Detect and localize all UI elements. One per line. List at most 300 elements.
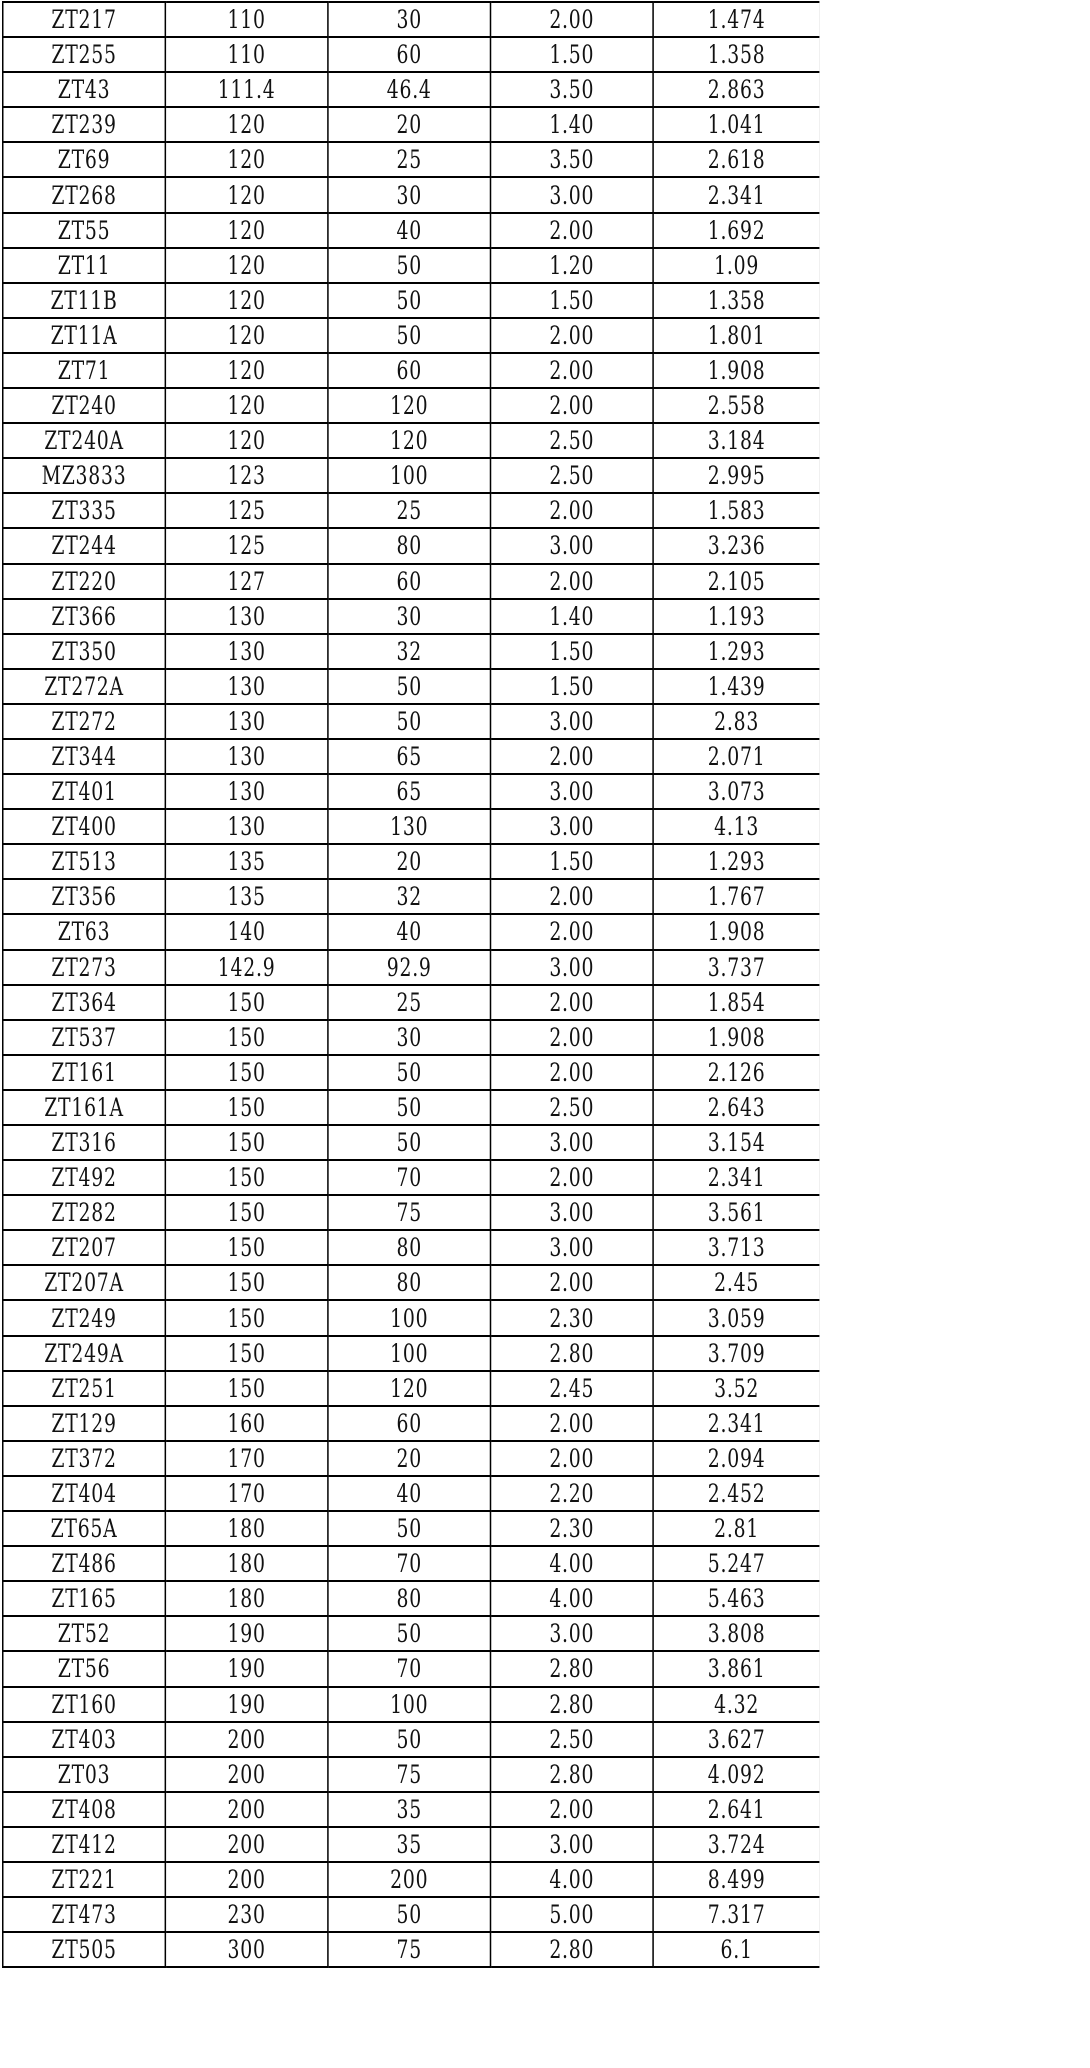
table-cell: ZT403 — [3, 1722, 166, 1757]
table-cell: ZT11A — [3, 318, 166, 353]
table-cell: 150 — [165, 1230, 328, 1265]
table-row — [3, 1862, 820, 1897]
table-cell: 120 — [165, 353, 328, 388]
table-cell: ZT43 — [3, 72, 166, 107]
table-cell: 2.995 — [653, 458, 819, 493]
table-cell: 2.81 — [653, 1511, 819, 1546]
table-cell: ZT272 — [3, 704, 166, 739]
table-cell: 92.9 — [328, 950, 491, 985]
table-row — [3, 528, 820, 563]
table-cell: 3.00 — [491, 704, 654, 739]
table-cell: 35 — [328, 1792, 491, 1827]
table-cell: ZT473 — [3, 1897, 166, 1932]
table-cell: ZT537 — [3, 1020, 166, 1055]
table-cell: 32 — [328, 879, 491, 914]
table-cell: 200 — [165, 1792, 328, 1827]
table-cell: ZT63 — [3, 914, 166, 949]
table-cell: 130 — [328, 809, 491, 844]
table-cell: 125 — [165, 528, 328, 563]
table-cell: 130 — [165, 634, 328, 669]
table-cell: 3.184 — [653, 423, 819, 458]
table-cell: 50 — [328, 1055, 491, 1090]
table-cell: ZT401 — [3, 774, 166, 809]
table-row — [3, 423, 820, 458]
table-cell: 110 — [165, 37, 328, 72]
table-cell: 160 — [165, 1406, 328, 1441]
table-cell: 2.80 — [491, 1757, 654, 1792]
table-row — [3, 388, 820, 423]
table-cell: 5.00 — [491, 1897, 654, 1932]
table-cell: 2.00 — [491, 2, 654, 37]
table-cell: ZT11B — [3, 283, 166, 318]
table-row — [3, 599, 820, 634]
table-cell: 120 — [328, 388, 491, 423]
table-row — [3, 318, 820, 353]
table-cell: 60 — [328, 353, 491, 388]
table-cell: 120 — [165, 318, 328, 353]
table-cell: ZT356 — [3, 879, 166, 914]
table-cell: ZT165 — [3, 1581, 166, 1616]
table-cell: 2.00 — [491, 213, 654, 248]
table-cell: 3.154 — [653, 1125, 819, 1160]
table-cell: 30 — [328, 599, 491, 634]
table-cell: 3.861 — [653, 1651, 819, 1686]
table-cell: 2.00 — [491, 1265, 654, 1300]
table-cell: ZT69 — [3, 142, 166, 177]
table-cell: 3.50 — [491, 142, 654, 177]
table-cell: 1.041 — [653, 107, 819, 142]
table-cell: 3.00 — [491, 1230, 654, 1265]
table-row — [3, 950, 820, 985]
table-row — [3, 1511, 820, 1546]
table-cell: 50 — [328, 1511, 491, 1546]
table-row — [3, 1581, 820, 1616]
table-cell: 1.358 — [653, 37, 819, 72]
table-row — [3, 1722, 820, 1757]
table-cell: 2.83 — [653, 704, 819, 739]
table-cell: 30 — [328, 2, 491, 37]
table-cell: 50 — [328, 1090, 491, 1125]
table-cell: 200 — [165, 1757, 328, 1792]
table-cell: 2.863 — [653, 72, 819, 107]
table-cell: ZT207A — [3, 1265, 166, 1300]
table-cell: 2.00 — [491, 388, 654, 423]
table-row — [3, 1336, 820, 1371]
table-cell: 125 — [165, 493, 328, 528]
table-cell: 3.52 — [653, 1371, 819, 1406]
table-cell: 2.558 — [653, 388, 819, 423]
table-cell: 2.00 — [491, 739, 654, 774]
table-cell: 2.00 — [491, 1406, 654, 1441]
table-row — [3, 107, 820, 142]
table-row — [3, 809, 820, 844]
table-cell: 2.00 — [491, 914, 654, 949]
table-cell: 1.767 — [653, 879, 819, 914]
table-cell: 2.341 — [653, 1160, 819, 1195]
table-cell: 2.00 — [491, 1055, 654, 1090]
table-cell: 3.737 — [653, 950, 819, 985]
table-cell: 2.30 — [491, 1511, 654, 1546]
table-cell: 3.561 — [653, 1195, 819, 1230]
table-cell: 135 — [165, 879, 328, 914]
table-cell: 3.709 — [653, 1336, 819, 1371]
table-cell: 142.9 — [165, 950, 328, 985]
table-row — [3, 914, 820, 949]
table-cell: 70 — [328, 1651, 491, 1686]
table-cell: ZT408 — [3, 1792, 166, 1827]
table-cell: 2.105 — [653, 564, 819, 599]
table-cell: 190 — [165, 1616, 328, 1651]
table-cell: 120 — [165, 107, 328, 142]
table-cell: 140 — [165, 914, 328, 949]
table-cell: 120 — [165, 213, 328, 248]
table-cell: 1.40 — [491, 107, 654, 142]
table-cell: 5.463 — [653, 1581, 819, 1616]
table-cell: 5.247 — [653, 1546, 819, 1581]
table-cell: 35 — [328, 1827, 491, 1862]
table-row — [3, 2, 820, 37]
table-cell: ZT400 — [3, 809, 166, 844]
table-cell: 1.293 — [653, 634, 819, 669]
table-cell: 1.50 — [491, 37, 654, 72]
table-cell: ZT161 — [3, 1055, 166, 1090]
table-cell: ZT404 — [3, 1476, 166, 1511]
table-row — [3, 1300, 820, 1335]
table-cell: 60 — [328, 1406, 491, 1441]
table-cell: ZT220 — [3, 564, 166, 599]
table-cell: ZT268 — [3, 177, 166, 212]
table-cell: 50 — [328, 1125, 491, 1160]
table-cell: 120 — [165, 177, 328, 212]
table-cell: 4.092 — [653, 1757, 819, 1792]
table-row — [3, 1792, 820, 1827]
table-cell: 20 — [328, 844, 491, 879]
table-cell: 120 — [165, 388, 328, 423]
table-row — [3, 774, 820, 809]
table-row — [3, 493, 820, 528]
table-row — [3, 844, 820, 879]
table-row — [3, 458, 820, 493]
table-cell: MZ3833 — [3, 458, 166, 493]
table-cell: 7.317 — [653, 1897, 819, 1932]
table-cell: 50 — [328, 704, 491, 739]
table-cell: 130 — [165, 739, 328, 774]
table-cell: ZT350 — [3, 634, 166, 669]
table-cell: 3.00 — [491, 177, 654, 212]
table-cell: 1.50 — [491, 634, 654, 669]
table-cell: ZT240A — [3, 423, 166, 458]
table-cell: 6.1 — [653, 1932, 819, 1967]
table-cell: 50 — [328, 669, 491, 704]
table-cell: ZT255 — [3, 37, 166, 72]
table-cell: 3.00 — [491, 1125, 654, 1160]
table-cell: 200 — [165, 1722, 328, 1757]
table-row — [3, 739, 820, 774]
table-cell: 20 — [328, 1441, 491, 1476]
table-cell: 4.00 — [491, 1862, 654, 1897]
table-cell: 190 — [165, 1651, 328, 1686]
table-cell: ZT335 — [3, 493, 166, 528]
table-cell: 2.80 — [491, 1687, 654, 1722]
table-cell: 120 — [165, 248, 328, 283]
table-row — [3, 353, 820, 388]
table-cell: 8.499 — [653, 1862, 819, 1897]
table-cell: 32 — [328, 634, 491, 669]
table-cell: 1.692 — [653, 213, 819, 248]
table-cell: 135 — [165, 844, 328, 879]
table-cell: ZT251 — [3, 1371, 166, 1406]
table-row — [3, 1651, 820, 1686]
table-cell: 40 — [328, 213, 491, 248]
table-cell: 2.071 — [653, 739, 819, 774]
table-cell: 100 — [328, 458, 491, 493]
table-cell: ZT11 — [3, 248, 166, 283]
table-cell: 3.236 — [653, 528, 819, 563]
table-cell: ZT240 — [3, 388, 166, 423]
table-cell: 65 — [328, 774, 491, 809]
table-row — [3, 1125, 820, 1160]
table-cell: 1.50 — [491, 669, 654, 704]
table-cell: 150 — [165, 1020, 328, 1055]
spec-table-body — [3, 2, 820, 1967]
table-cell: 100 — [328, 1687, 491, 1722]
table-cell: 75 — [328, 1195, 491, 1230]
table-cell: 25 — [328, 142, 491, 177]
table-row — [3, 564, 820, 599]
table-row — [3, 879, 820, 914]
table-row — [3, 177, 820, 212]
table-cell: ZT55 — [3, 213, 166, 248]
table-row — [3, 985, 820, 1020]
table-cell: 2.50 — [491, 423, 654, 458]
table-cell: 2.80 — [491, 1336, 654, 1371]
table-cell: ZT221 — [3, 1862, 166, 1897]
table-cell: ZT412 — [3, 1827, 166, 1862]
table-row — [3, 1546, 820, 1581]
table-cell: 100 — [328, 1300, 491, 1335]
table-cell: 100 — [328, 1336, 491, 1371]
table-cell: ZT316 — [3, 1125, 166, 1160]
table-cell: 300 — [165, 1932, 328, 1967]
table-cell: 4.32 — [653, 1687, 819, 1722]
table-cell: 190 — [165, 1687, 328, 1722]
table-cell: 120 — [165, 423, 328, 458]
table-row — [3, 1827, 820, 1862]
table-cell: 3.00 — [491, 774, 654, 809]
table-cell: 3.808 — [653, 1616, 819, 1651]
table-cell: 80 — [328, 1581, 491, 1616]
table-cell: 1.293 — [653, 844, 819, 879]
table-cell: 120 — [328, 423, 491, 458]
table-cell: 2.00 — [491, 318, 654, 353]
table-row — [3, 1616, 820, 1651]
table-cell: ZT217 — [3, 2, 166, 37]
table-cell: 2.00 — [491, 985, 654, 1020]
spec-table — [2, 1, 819, 1968]
table-cell: ZT249A — [3, 1336, 166, 1371]
table-cell: 150 — [165, 1300, 328, 1335]
table-cell: 230 — [165, 1897, 328, 1932]
table-row — [3, 1230, 820, 1265]
table-cell: ZT513 — [3, 844, 166, 879]
table-cell: 70 — [328, 1160, 491, 1195]
table-cell: 2.80 — [491, 1932, 654, 1967]
table-cell: 3.724 — [653, 1827, 819, 1862]
table-cell: ZT207 — [3, 1230, 166, 1265]
table-cell: 40 — [328, 914, 491, 949]
table-cell: 180 — [165, 1546, 328, 1581]
table-cell: 1.439 — [653, 669, 819, 704]
table-cell: 2.20 — [491, 1476, 654, 1511]
table-cell: 50 — [328, 318, 491, 353]
table-cell: 2.643 — [653, 1090, 819, 1125]
table-cell: 1.40 — [491, 599, 654, 634]
table-cell: 80 — [328, 528, 491, 563]
table-cell: 60 — [328, 37, 491, 72]
table-cell: 2.50 — [491, 1722, 654, 1757]
table-cell: 1.193 — [653, 599, 819, 634]
table-row — [3, 72, 820, 107]
table-cell: 50 — [328, 1722, 491, 1757]
table-cell: 2.452 — [653, 1476, 819, 1511]
table-cell: ZT273 — [3, 950, 166, 985]
table-cell: 3.00 — [491, 950, 654, 985]
table-cell: 2.00 — [491, 1160, 654, 1195]
table-cell: 150 — [165, 1371, 328, 1406]
table-cell: 123 — [165, 458, 328, 493]
table-cell: 150 — [165, 985, 328, 1020]
table-cell: 30 — [328, 1020, 491, 1055]
table-cell: 120 — [165, 142, 328, 177]
table-cell: 3.073 — [653, 774, 819, 809]
table-cell: 4.00 — [491, 1581, 654, 1616]
table-cell: 2.30 — [491, 1300, 654, 1335]
table-cell: 130 — [165, 704, 328, 739]
table-cell: 2.641 — [653, 1792, 819, 1827]
table-cell: 80 — [328, 1265, 491, 1300]
table-row — [3, 1406, 820, 1441]
table-cell: 150 — [165, 1336, 328, 1371]
table-cell: 50 — [328, 1897, 491, 1932]
table-cell: 2.45 — [653, 1265, 819, 1300]
table-cell: ZT249 — [3, 1300, 166, 1335]
table-cell: 200 — [165, 1827, 328, 1862]
table-cell: 20 — [328, 107, 491, 142]
spec-table-sheet — [2, 1, 819, 2059]
table-cell: 150 — [165, 1265, 328, 1300]
table-cell: 2.341 — [653, 177, 819, 212]
table-row — [3, 634, 820, 669]
table-cell: 3.00 — [491, 1195, 654, 1230]
table-cell: 25 — [328, 985, 491, 1020]
table-cell: ZT56 — [3, 1651, 166, 1686]
table-cell: 2.00 — [491, 493, 654, 528]
table-cell: 60 — [328, 564, 491, 599]
table-cell: 170 — [165, 1441, 328, 1476]
table-cell: ZT505 — [3, 1932, 166, 1967]
table-cell: ZT160 — [3, 1687, 166, 1722]
table-cell: ZT272A — [3, 669, 166, 704]
table-row — [3, 213, 820, 248]
table-cell: 30 — [328, 177, 491, 212]
table-cell: 2.00 — [491, 1020, 654, 1055]
table-cell: 150 — [165, 1125, 328, 1160]
table-row — [3, 142, 820, 177]
table-cell: 130 — [165, 599, 328, 634]
table-cell: 46.4 — [328, 72, 491, 107]
table-row — [3, 1897, 820, 1932]
table-row — [3, 1195, 820, 1230]
table-cell: 150 — [165, 1090, 328, 1125]
table-cell: 65 — [328, 739, 491, 774]
table-cell: 2.00 — [491, 1792, 654, 1827]
table-row — [3, 1687, 820, 1722]
table-row — [3, 1160, 820, 1195]
table-cell: 1.854 — [653, 985, 819, 1020]
table-cell: 1.474 — [653, 2, 819, 37]
table-cell: 120 — [328, 1371, 491, 1406]
table-row — [3, 1371, 820, 1406]
table-cell: ZT486 — [3, 1546, 166, 1581]
table-cell: 1.20 — [491, 248, 654, 283]
table-cell: ZT344 — [3, 739, 166, 774]
table-cell: 1.583 — [653, 493, 819, 528]
table-row — [3, 1441, 820, 1476]
table-row — [3, 1476, 820, 1511]
table-cell: 1.908 — [653, 1020, 819, 1055]
table-cell: ZT129 — [3, 1406, 166, 1441]
table-cell: 180 — [165, 1581, 328, 1616]
table-cell: 3.00 — [491, 809, 654, 844]
table-row — [3, 1932, 820, 1967]
table-cell: 2.00 — [491, 564, 654, 599]
table-cell: 130 — [165, 669, 328, 704]
table-cell: ZT03 — [3, 1757, 166, 1792]
table-cell: 3.00 — [491, 1616, 654, 1651]
table-cell: ZT364 — [3, 985, 166, 1020]
table-row — [3, 283, 820, 318]
table-row — [3, 704, 820, 739]
table-cell: ZT282 — [3, 1195, 166, 1230]
table-cell: 2.50 — [491, 458, 654, 493]
table-cell: 70 — [328, 1546, 491, 1581]
table-cell: 50 — [328, 248, 491, 283]
table-cell: 200 — [328, 1862, 491, 1897]
table-cell: 2.50 — [491, 1090, 654, 1125]
table-cell: 3.713 — [653, 1230, 819, 1265]
table-cell: ZT71 — [3, 353, 166, 388]
table-cell: 2.618 — [653, 142, 819, 177]
table-cell: 1.908 — [653, 914, 819, 949]
table-cell: 200 — [165, 1862, 328, 1897]
table-cell: 3.059 — [653, 1300, 819, 1335]
table-cell: 75 — [328, 1757, 491, 1792]
table-cell: 2.00 — [491, 353, 654, 388]
table-cell: 3.50 — [491, 72, 654, 107]
table-cell: 1.09 — [653, 248, 819, 283]
table-cell: ZT239 — [3, 107, 166, 142]
table-cell: 2.00 — [491, 879, 654, 914]
table-row — [3, 37, 820, 72]
table-cell: 150 — [165, 1055, 328, 1090]
table-cell: 130 — [165, 809, 328, 844]
table-cell: 150 — [165, 1195, 328, 1230]
table-row — [3, 1757, 820, 1792]
table-cell: 1.908 — [653, 353, 819, 388]
table-cell: 2.80 — [491, 1651, 654, 1686]
table-cell: ZT161A — [3, 1090, 166, 1125]
table-cell: 2.126 — [653, 1055, 819, 1090]
